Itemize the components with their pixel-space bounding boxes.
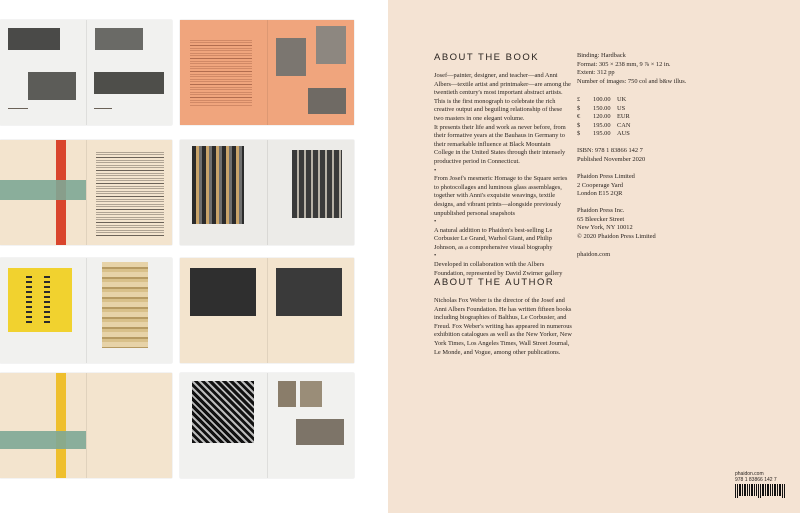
bullet-icon: • xyxy=(434,218,437,226)
price-region: UK xyxy=(617,96,627,103)
book-specs xyxy=(577,52,717,86)
about-book-bullet: From Josef's mesmeric Homage to the Square series to photocollages and luminous glass assemblages, together with Anni's exquisite weavings, textile designs, and vibrant prints—alongside previously unpublished personal snapshots xyxy=(434,175,568,217)
photo-image xyxy=(278,381,296,407)
barcode-icon xyxy=(735,484,787,498)
photo-image xyxy=(296,419,344,445)
spread-thumb-textiles xyxy=(0,258,172,363)
publisher-us-address xyxy=(577,207,717,233)
price-region: CAN xyxy=(617,121,631,129)
price-list xyxy=(577,96,643,139)
price-currency: $ xyxy=(577,104,581,112)
extent-text: Extent: 312 pp xyxy=(577,69,615,77)
copyright-text: © 2020 Phaidon Press Limited xyxy=(577,233,656,240)
publisher-line: 2 Cooperage Yard xyxy=(577,181,623,189)
photo-image xyxy=(276,38,306,76)
spread-thumb-chapter xyxy=(0,140,172,245)
artwork-image xyxy=(292,150,342,218)
price-amount: 120.00 xyxy=(593,113,611,121)
artwork-image xyxy=(102,262,148,348)
photo-image xyxy=(276,268,342,316)
price-currency: € xyxy=(577,113,581,121)
bullet-icon: • xyxy=(434,166,437,174)
isbn-text: ISBN: 978 1 83866 142 7 xyxy=(577,147,643,154)
price-region: US xyxy=(617,104,626,112)
about-author-heading: ABOUT THE AUTHOR xyxy=(434,277,555,288)
back-cover xyxy=(388,0,800,513)
price-amount: 195.00 xyxy=(593,121,611,129)
about-book-bullet: Developed in collaboration with the Albers Foundation, represented by David Zwirner gallery xyxy=(434,261,563,277)
price-region: EUR xyxy=(617,113,630,121)
price-amount: 150.00 xyxy=(593,104,611,112)
isbn-block xyxy=(577,147,717,164)
spread-thumb-chapter-2 xyxy=(0,373,172,478)
photo-image xyxy=(316,26,346,64)
about-book-paragraph: Josef—painter, designer, and teacher—and Anni Albers—textile artist and printmaker—are among the twentieth century's most important abstract artists. This is the first monograph to celebrate the rich creative output and beguiling relationship of these two masters in one elegant volume. xyxy=(434,72,571,122)
artwork-image xyxy=(192,146,244,224)
price-currency: $ xyxy=(577,130,581,138)
publisher-line: 65 Bleecker Street xyxy=(577,215,625,223)
artwork-image xyxy=(8,268,72,332)
photo-image xyxy=(94,72,164,94)
price-region: AUS xyxy=(617,130,630,138)
about-book-paragraph: It presents their life and work as never before, from their formative years at the Bauhaus in Germany to their remarkable influence at Black Mountain College in the United States through their intensely productive period in Connecticut. xyxy=(434,123,566,165)
images-text: Number of images: 750 col and b&w illus. xyxy=(577,77,687,85)
photo-image xyxy=(28,72,76,100)
publisher-uk-address xyxy=(577,173,717,199)
publisher-line: New York, NY 10012 xyxy=(577,224,633,232)
about-book-text xyxy=(434,72,572,278)
publisher-line: London E15 2QR xyxy=(577,190,623,198)
price-currency: £ xyxy=(577,96,581,103)
published-text: Published November 2020 xyxy=(577,155,646,163)
format-text: Format: 305 × 238 mm, 9 ⅞ × 12 in. xyxy=(577,60,671,68)
photo-image xyxy=(308,88,346,114)
spread-thumb-orange xyxy=(180,20,354,125)
about-book-heading: ABOUT THE BOOK xyxy=(434,52,540,63)
photo-image xyxy=(8,28,60,50)
spread-thumb-portraits xyxy=(180,258,354,363)
spread-thumb-opart xyxy=(180,373,354,478)
spread-thumb-photos-1 xyxy=(0,20,172,125)
photo-image xyxy=(190,268,256,316)
binding-text: Binding: Hardback xyxy=(577,52,626,59)
price-amount: 100.00 xyxy=(593,96,611,103)
bullet-icon: • xyxy=(434,252,437,260)
price-currency: $ xyxy=(577,121,581,129)
website-link[interactable]: phaidon.com xyxy=(577,251,611,258)
photo-image xyxy=(95,28,143,50)
publisher-line: Phaidon Press Inc. xyxy=(577,207,625,214)
about-author-text: Nicholas Fox Weber is the director of the Josef and Anni Albers Foundation. He has written fifteen books including biographies of Balthus, Le Corbusier, and Freud. Fox Weber's writing has appeared in numerous exhibition catalogues as well as the New Yorker, New York Times, Los Angeles Times, Wall Street Journal, Le Monde, and Vogue, among other publications. xyxy=(434,297,572,356)
barcode-number: 978 1 83866 142 7 xyxy=(735,477,777,483)
barcode-label: phaidon.com xyxy=(735,471,764,477)
spread-thumbnails xyxy=(0,0,388,513)
about-book-bullet: A natural addition to Phaidon's best-selling Le Corbusier Le Grand, Warhol Giant, and Philip Johnson, as a comprehensive visual biography xyxy=(434,226,553,251)
publisher-line: Phaidon Press Limited xyxy=(577,173,635,180)
artwork-image xyxy=(192,381,254,443)
photo-image xyxy=(300,381,322,407)
price-amount: 195.00 xyxy=(593,130,611,138)
spread-thumb-weavings xyxy=(180,140,354,245)
